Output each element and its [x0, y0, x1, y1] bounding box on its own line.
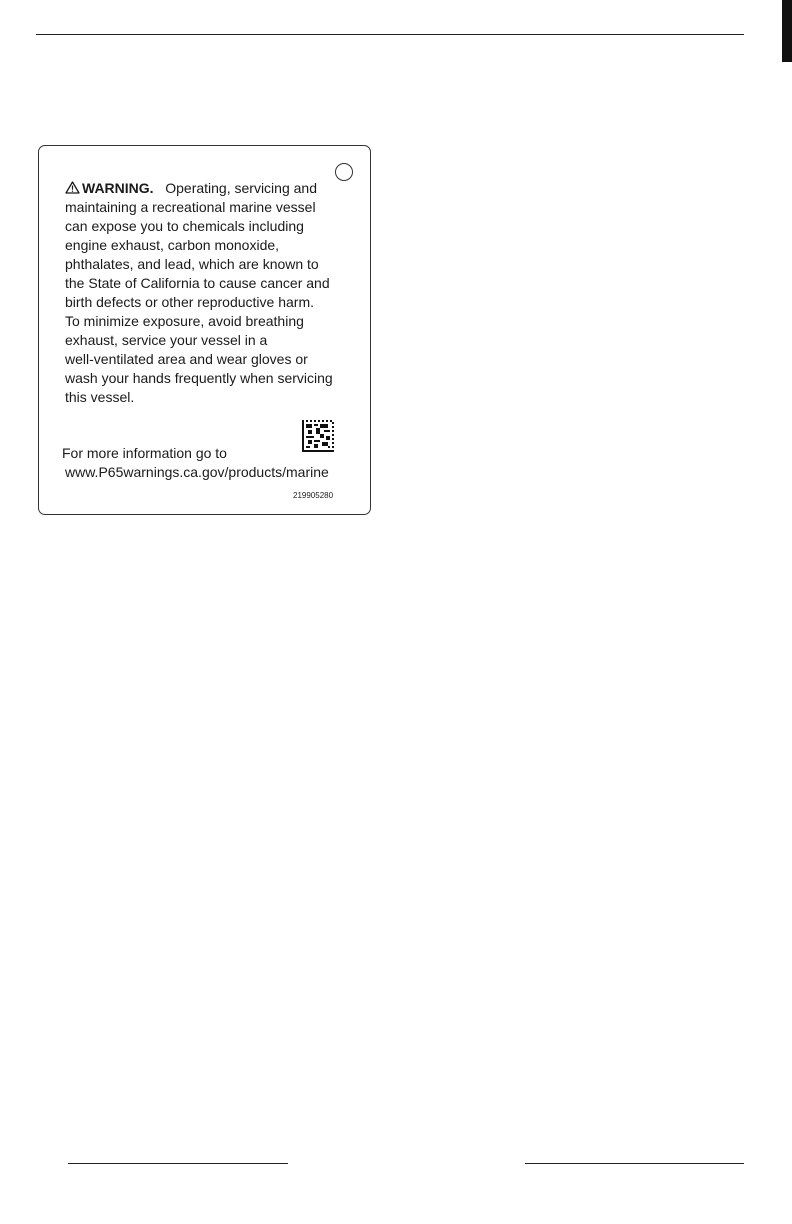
- warning-heading: WARNING: [82, 180, 150, 196]
- warning-line: engine exhaust, carbon monoxide,: [65, 237, 280, 253]
- warning-heading-period: .: [149, 180, 154, 196]
- warning-line: exhaust, service your vessel in a: [65, 332, 268, 348]
- data-matrix-code-icon: [302, 420, 334, 452]
- warning-triangle-icon: [65, 181, 80, 194]
- warning-line: phthalates, and lead, which are known to: [65, 256, 319, 272]
- warning-line: To minimize exposure, avoid breathing: [65, 313, 304, 329]
- warning-text: [65, 179, 357, 407]
- warning-line: [65, 179, 357, 198]
- page-edge-tab: [782, 0, 792, 62]
- warning-line: can expose you to chemicals including: [65, 218, 304, 234]
- warning-line: this vessel.: [65, 389, 135, 405]
- footer-rule-left: [68, 1163, 288, 1164]
- warning-line: birth defects or other reproductive harm.: [65, 294, 315, 310]
- warning-line: well-ventilated area and wear gloves or: [65, 351, 308, 367]
- header-rule: [36, 34, 744, 35]
- warning-line: wash your hands frequently when servicing: [65, 370, 333, 386]
- warning-line-text: Operating, servicing and: [165, 180, 317, 196]
- part-number: 219905280: [293, 491, 334, 500]
- footer-rule-right: [525, 1163, 744, 1164]
- warning-line: the State of California to cause cancer and: [65, 275, 330, 291]
- more-info-url: www.P65warnings.ca.gov/products/marine: [65, 464, 329, 480]
- more-info-text: For more information go to: [62, 445, 227, 461]
- warning-line: maintaining a recreational marine vessel: [65, 199, 316, 215]
- prop65-warning-label: [38, 145, 371, 515]
